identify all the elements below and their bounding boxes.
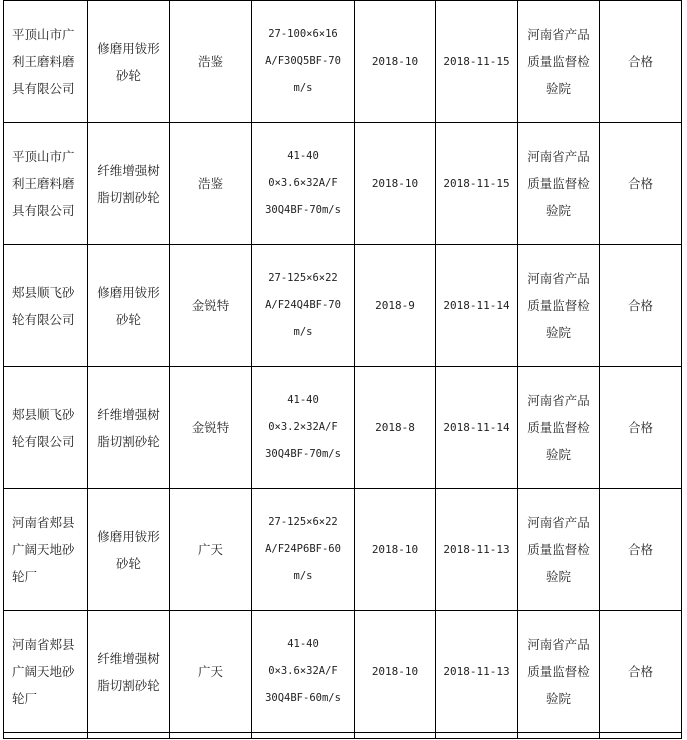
- inspection-agency-cell-line: 质量监督检: [527, 176, 590, 191]
- brand-cell: 金锐特: [170, 245, 252, 367]
- manufacturer-cell-line: 轮厂: [12, 691, 38, 706]
- result-cell: 合格: [600, 611, 682, 733]
- sampling-date-cell: 2018-11-14: [436, 245, 518, 367]
- table-row: [4, 367, 682, 489]
- manufacturer-cell-line: 利王磨料磨: [12, 176, 75, 191]
- spec-model-cell-line: 27-100×6×16: [268, 28, 338, 40]
- inspection-agency-cell-line: 质量监督检: [527, 664, 590, 679]
- spec-model-cell-line: A/F24Q4BF-70: [265, 299, 341, 311]
- product-name-cell-line: 脂切割砂轮: [97, 677, 160, 693]
- product-name-cell: [88, 1, 170, 123]
- inspection-agency-cell: [518, 245, 600, 367]
- production-date-cell: 2018-10: [355, 611, 436, 733]
- spec-model-cell-line: m/s: [293, 82, 313, 94]
- empty-cell: [4, 733, 88, 739]
- brand-cell: 浩鉴: [170, 123, 252, 245]
- empty-cell: [170, 733, 252, 739]
- product-name-cell-line: 砂轮: [115, 311, 141, 327]
- manufacturer-cell-line: 轮有限公司: [12, 311, 75, 327]
- result-cell: 合格: [600, 1, 682, 123]
- table-row-cutoff: [4, 733, 682, 739]
- product-name-cell-line: 修磨用钹形: [97, 40, 160, 56]
- inspection-agency-cell-line: 质量监督检: [527, 420, 590, 435]
- spec-model-cell-line: 30Q4BF-70m/s: [265, 204, 341, 216]
- inspection-agency-cell-line: 质量监督检: [527, 542, 590, 557]
- brand-cell: 金锐特: [170, 367, 252, 489]
- manufacturer-cell: [4, 245, 88, 367]
- spec-model-cell-line: 30Q4BF-70m/s: [265, 448, 341, 460]
- product-name-cell: [88, 611, 170, 733]
- table-row: [4, 245, 682, 367]
- spec-model-cell-line: A/F24P6BF-60: [265, 543, 341, 555]
- sampling-date-cell: 2018-11-15: [436, 1, 518, 123]
- inspection-agency-cell: [518, 611, 600, 733]
- inspection-agency-cell-line: 验院: [545, 325, 571, 340]
- spec-model-cell-line: 41-40: [287, 638, 319, 650]
- inspection-agency-cell-line: 河南省产品: [527, 515, 590, 530]
- spec-model-cell-line: 41-40: [287, 150, 319, 162]
- manufacturer-cell-line: 利王磨料磨: [12, 54, 75, 69]
- brand-cell: 浩鉴: [170, 1, 252, 123]
- manufacturer-cell-line: 河南省郏县: [12, 637, 75, 652]
- inspection-agency-cell-line: 河南省产品: [527, 637, 590, 652]
- product-name-cell-line: 砂轮: [115, 67, 141, 83]
- spec-model-cell-line: 0×3.6×32A/F: [268, 665, 338, 677]
- product-name-cell-line: 脂切割砂轮: [97, 189, 160, 205]
- product-name-cell-line: 纤维增强树: [97, 650, 160, 666]
- brand-cell: 广天: [170, 611, 252, 733]
- empty-cell: [600, 733, 682, 739]
- inspection-agency-cell-line: 验院: [545, 691, 571, 706]
- table-row: [4, 1, 682, 123]
- spec-model-cell-line: 41-40: [287, 394, 319, 406]
- spec-model-cell: [252, 367, 355, 489]
- spec-model-cell-line: 27-125×6×22: [268, 272, 338, 284]
- manufacturer-cell-line: 郏县顺飞砂: [12, 284, 75, 300]
- result-cell: 合格: [600, 489, 682, 611]
- product-name-cell-line: 砂轮: [115, 555, 141, 571]
- empty-cell: [88, 733, 170, 739]
- spec-model-cell-line: m/s: [293, 326, 313, 338]
- result-cell: 合格: [600, 123, 682, 245]
- manufacturer-cell-line: 平顶山市广: [12, 149, 75, 164]
- table-row: [4, 611, 682, 733]
- inspection-agency-cell-line: 河南省产品: [527, 27, 590, 42]
- empty-cell: [252, 733, 355, 739]
- product-name-cell-line: 脂切割砂轮: [97, 433, 160, 449]
- inspection-agency-cell-line: 河南省产品: [527, 271, 590, 286]
- inspection-agency-cell: [518, 123, 600, 245]
- production-date-cell: 2018-10: [355, 123, 436, 245]
- result-cell: 合格: [600, 245, 682, 367]
- manufacturer-cell: [4, 123, 88, 245]
- inspection-agency-cell-line: 验院: [545, 569, 571, 584]
- product-name-cell: [88, 489, 170, 611]
- manufacturer-cell-line: 具有限公司: [12, 81, 75, 96]
- inspection-agency-cell-line: 质量监督检: [527, 298, 590, 313]
- sampling-date-cell: 2018-11-13: [436, 611, 518, 733]
- spec-model-cell: [252, 1, 355, 123]
- product-name-cell-line: 纤维增强树: [97, 162, 160, 178]
- manufacturer-cell-line: 河南省郏县: [12, 515, 75, 530]
- brand-cell: 广天: [170, 489, 252, 611]
- inspection-agency-cell-line: 河南省产品: [527, 393, 590, 408]
- inspection-agency-cell-line: 质量监督检: [527, 54, 590, 69]
- spec-model-cell-line: 27-125×6×22: [268, 516, 338, 528]
- spec-model-cell: [252, 123, 355, 245]
- manufacturer-cell-line: 具有限公司: [12, 203, 75, 218]
- production-date-cell: 2018-10: [355, 489, 436, 611]
- inspection-agency-cell-line: 验院: [545, 81, 571, 96]
- production-date-cell: 2018-10: [355, 1, 436, 123]
- production-date-cell: 2018-8: [355, 367, 436, 489]
- spec-model-cell-line: 0×3.2×32A/F: [268, 421, 338, 433]
- spec-model-cell-line: 30Q4BF-60m/s: [265, 692, 341, 704]
- sampling-date-cell: 2018-11-14: [436, 367, 518, 489]
- manufacturer-cell: [4, 1, 88, 123]
- production-date-cell: 2018-9: [355, 245, 436, 367]
- spec-model-cell: [252, 489, 355, 611]
- table-row: [4, 123, 682, 245]
- table-row: [4, 489, 682, 611]
- inspection-agency-cell-line: 验院: [545, 447, 571, 462]
- empty-cell: [436, 733, 518, 739]
- product-name-cell: [88, 367, 170, 489]
- inspection-agency-cell: [518, 367, 600, 489]
- product-name-cell: [88, 245, 170, 367]
- manufacturer-cell-line: 郏县顺飞砂: [12, 406, 75, 422]
- sampling-date-cell: 2018-11-13: [436, 489, 518, 611]
- manufacturer-cell-line: 平顶山市广: [12, 27, 75, 42]
- spec-model-cell-line: m/s: [293, 570, 313, 582]
- inspection-results-table: [3, 0, 682, 739]
- manufacturer-cell-line: 轮有限公司: [12, 433, 75, 449]
- product-name-cell-line: 修磨用钹形: [97, 284, 160, 300]
- empty-cell: [518, 733, 600, 739]
- inspection-agency-cell-line: 验院: [545, 203, 571, 218]
- product-name-cell-line: 修磨用钹形: [97, 528, 160, 544]
- sampling-date-cell: 2018-11-15: [436, 123, 518, 245]
- manufacturer-cell-line: 广阔天地砂: [12, 664, 75, 679]
- manufacturer-cell: [4, 611, 88, 733]
- empty-cell: [355, 733, 436, 739]
- product-name-cell-line: 纤维增强树: [97, 406, 160, 422]
- spec-model-cell: [252, 245, 355, 367]
- manufacturer-cell-line: 轮厂: [12, 569, 38, 584]
- inspection-agency-cell: [518, 1, 600, 123]
- manufacturer-cell: [4, 367, 88, 489]
- spec-model-cell-line: A/F30Q5BF-70: [265, 55, 341, 67]
- manufacturer-cell-line: 广阔天地砂: [12, 542, 75, 557]
- spec-model-cell-line: 0×3.6×32A/F: [268, 177, 338, 189]
- manufacturer-cell: [4, 489, 88, 611]
- inspection-agency-cell: [518, 489, 600, 611]
- spec-model-cell: [252, 611, 355, 733]
- inspection-agency-cell-line: 河南省产品: [527, 149, 590, 164]
- result-cell: 合格: [600, 367, 682, 489]
- product-name-cell: [88, 123, 170, 245]
